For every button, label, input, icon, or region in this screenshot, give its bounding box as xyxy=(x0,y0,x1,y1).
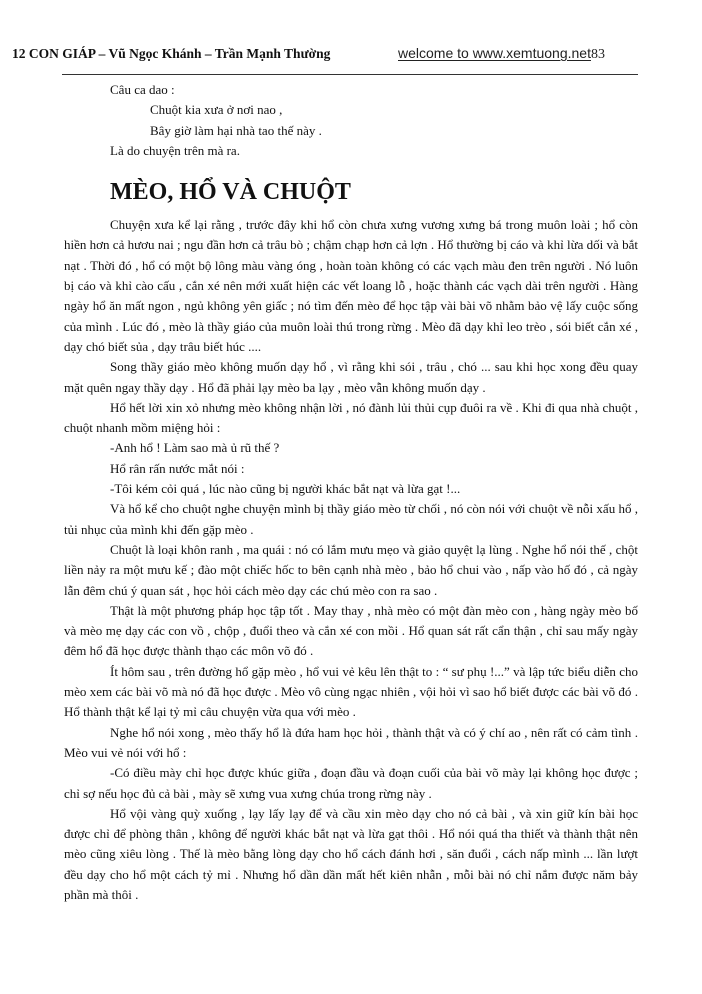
paragraph: Ít hôm sau , trên đường hổ gặp mèo , hổ vui vẻ kêu lên thật to : “ sư phụ !...” và lập tức biểu diễn cho mèo xem các bài võ mà nó đã học được . Mèo vô cùng ngạc nhiên , vội hỏi vì sao hổ biết được các bài võ đó . Hổ thành thật kể lại tỷ mỉ câu chuyện vừa qua với mèo . xyxy=(64,663,638,720)
paragraph: Hổ vội vàng quỳ xuống , lạy lấy lạy để và cầu xin mèo dạy cho nó cả bài , và xin giữ kín bài học được chỉ để phòng thân , không để người khác bắt nạt và lừa gạt thôi . Hổ nói quá tha thiết và thành thật nên mèo cũng xiêu lòng . Thế là mèo bằng lòng dạy cho hổ cách đánh hơi , săn đuổi , cách nấp mình ... lần lượt đều dạy cho hổ một cách tỷ mỉ . Nhưng hổ dần dần mất hết kiên nhẫn , mỗi bài nó chỉ nắm được năm bảy phần mà thôi . xyxy=(64,805,638,902)
running-header-website[interactable] xyxy=(398,45,605,63)
story-title: MÈO, HỔ VÀ CHUỘT xyxy=(110,179,351,206)
running-header-title: 12 CON GIÁP – Vũ Ngọc Khánh – Trần Mạnh Thường xyxy=(12,46,331,61)
intro-line: Câu ca dao : xyxy=(110,82,175,97)
paragraph: Chuột là loại khôn ranh , ma quái : nó có lắm mưu mẹo và giảo quyệt lạ lùng . Nghe hổ nói thế , chột liền nảy ra một mưu kế ; đào một chiếc hốc to bên cạnh nhà mèo , bảo hổ chui vào , nấp vào hố đó , cả ngày lẫn đêm chú ý quan sát , học hỏi cách mèo dạy các chú mèo con ra sao . xyxy=(64,541,638,598)
paragraph: Nghe hổ nói xong , mèo thấy hổ là đứa ham học hỏi , thành thật và có ý chí ao , nên rất có cảm tình . Mèo vui vẻ nói với hổ : xyxy=(64,724,638,760)
paragraph: Và hổ kể cho chuột nghe chuyện mình bị thầy giáo mèo từ chối , nó còn nói với chuột về nỗi xấu hổ , tủi nhục của mình khi đến gặp mèo . xyxy=(64,501,638,537)
page-number: 83 xyxy=(590,47,605,62)
paragraph: Hổ hết lời xin xỏ nhưng mèo không nhận lời , nó đành lủi thủi cụp đuôi ra về . Khi đi qua nhà chuột , chuột nhanh mồm miệng hỏi : xyxy=(64,399,638,436)
paragraph: Chuyện xưa kể lại rằng , trước đây khi hổ còn chưa xưng vương xưng bá trong muôn loài ; hổ còn hiền hơn cả hươu nai ; ngu đần hơn cả trâu bò ; chậm chạp hơn cả lợn . Hổ thường bị cáo và khỉ lừa dối và bắt nạt . Thời đó , hổ có một bộ lông màu vàng óng , hoàn toàn không có các vạch màu đen trên người . Nó luôn bị cáo và khỉ cào cấu , cắn xé nên mới xuất hiện các vết loang lỗ , hoặc thành các vạch dài trên người . Hàng ngày hổ ăn mất ngon , ngủ không yên giấc ; nó tìm đến mèo để học tập vài bài võ nhằm bảo vệ lấy cuộc sống của mình . Lúc đó , mèo là thầy giáo của muôn loài thú trong rừng . Mèo đã dạy khỉ leo trèo , sói biết cắn xé , dạy chó biết sủa , dạy trâu biết húc .... xyxy=(64,217,638,354)
poem-line: Bây giờ làm hại nhà tao thế này . xyxy=(150,122,322,138)
page-body xyxy=(64,80,638,905)
paragraph: Thật là một phương pháp học tập tốt . May thay , nhà mèo có một đàn mèo con , hàng ngày mèo bố và mèo mẹ dạy các con vồ , chộp , đuổi theo và cắn xé con mồi . Hổ quan sát rất cẩn thận , chỉ sau mấy ngày đêm hổ đã học được thành thạo các môn võ đó . xyxy=(64,602,638,659)
paragraph: -Tôi kém cỏi quá , lúc nào cũng bị người khác bắt nạt và lừa gạt !... xyxy=(110,481,461,497)
website-link[interactable]: welcome to www.xemtuong.net xyxy=(398,45,591,61)
paragraph: -Anh hổ ! Làm sao mà ủ rũ thế ? xyxy=(110,440,280,456)
paragraph: Song thầy giáo mèo không muốn dạy hổ , vì rằng khi sói , trâu , chó ... sau khi học xong đều quay mặt quên ngay thầy dạy . Hổ đã phải lạy mèo ba lạy , mèo vẫn không muốn dạy . xyxy=(64,359,638,395)
poem-line: Chuột kia xưa ở nơi nao , xyxy=(150,102,283,118)
paragraph: Hổ rân rấn nước mắt nói : xyxy=(110,460,245,476)
header-rule xyxy=(62,74,638,75)
paragraph: -Có điều mày chỉ học được khúc giữa , đoạn đầu và đoạn cuối của bài võ mày lại không học được ; chỉ sợ nếu học đủ cả bài , mày sẽ xưng vua xưng chúa trong rừng này . xyxy=(64,765,638,801)
intro-line: Là do chuyện trên mà ra. xyxy=(110,142,240,158)
